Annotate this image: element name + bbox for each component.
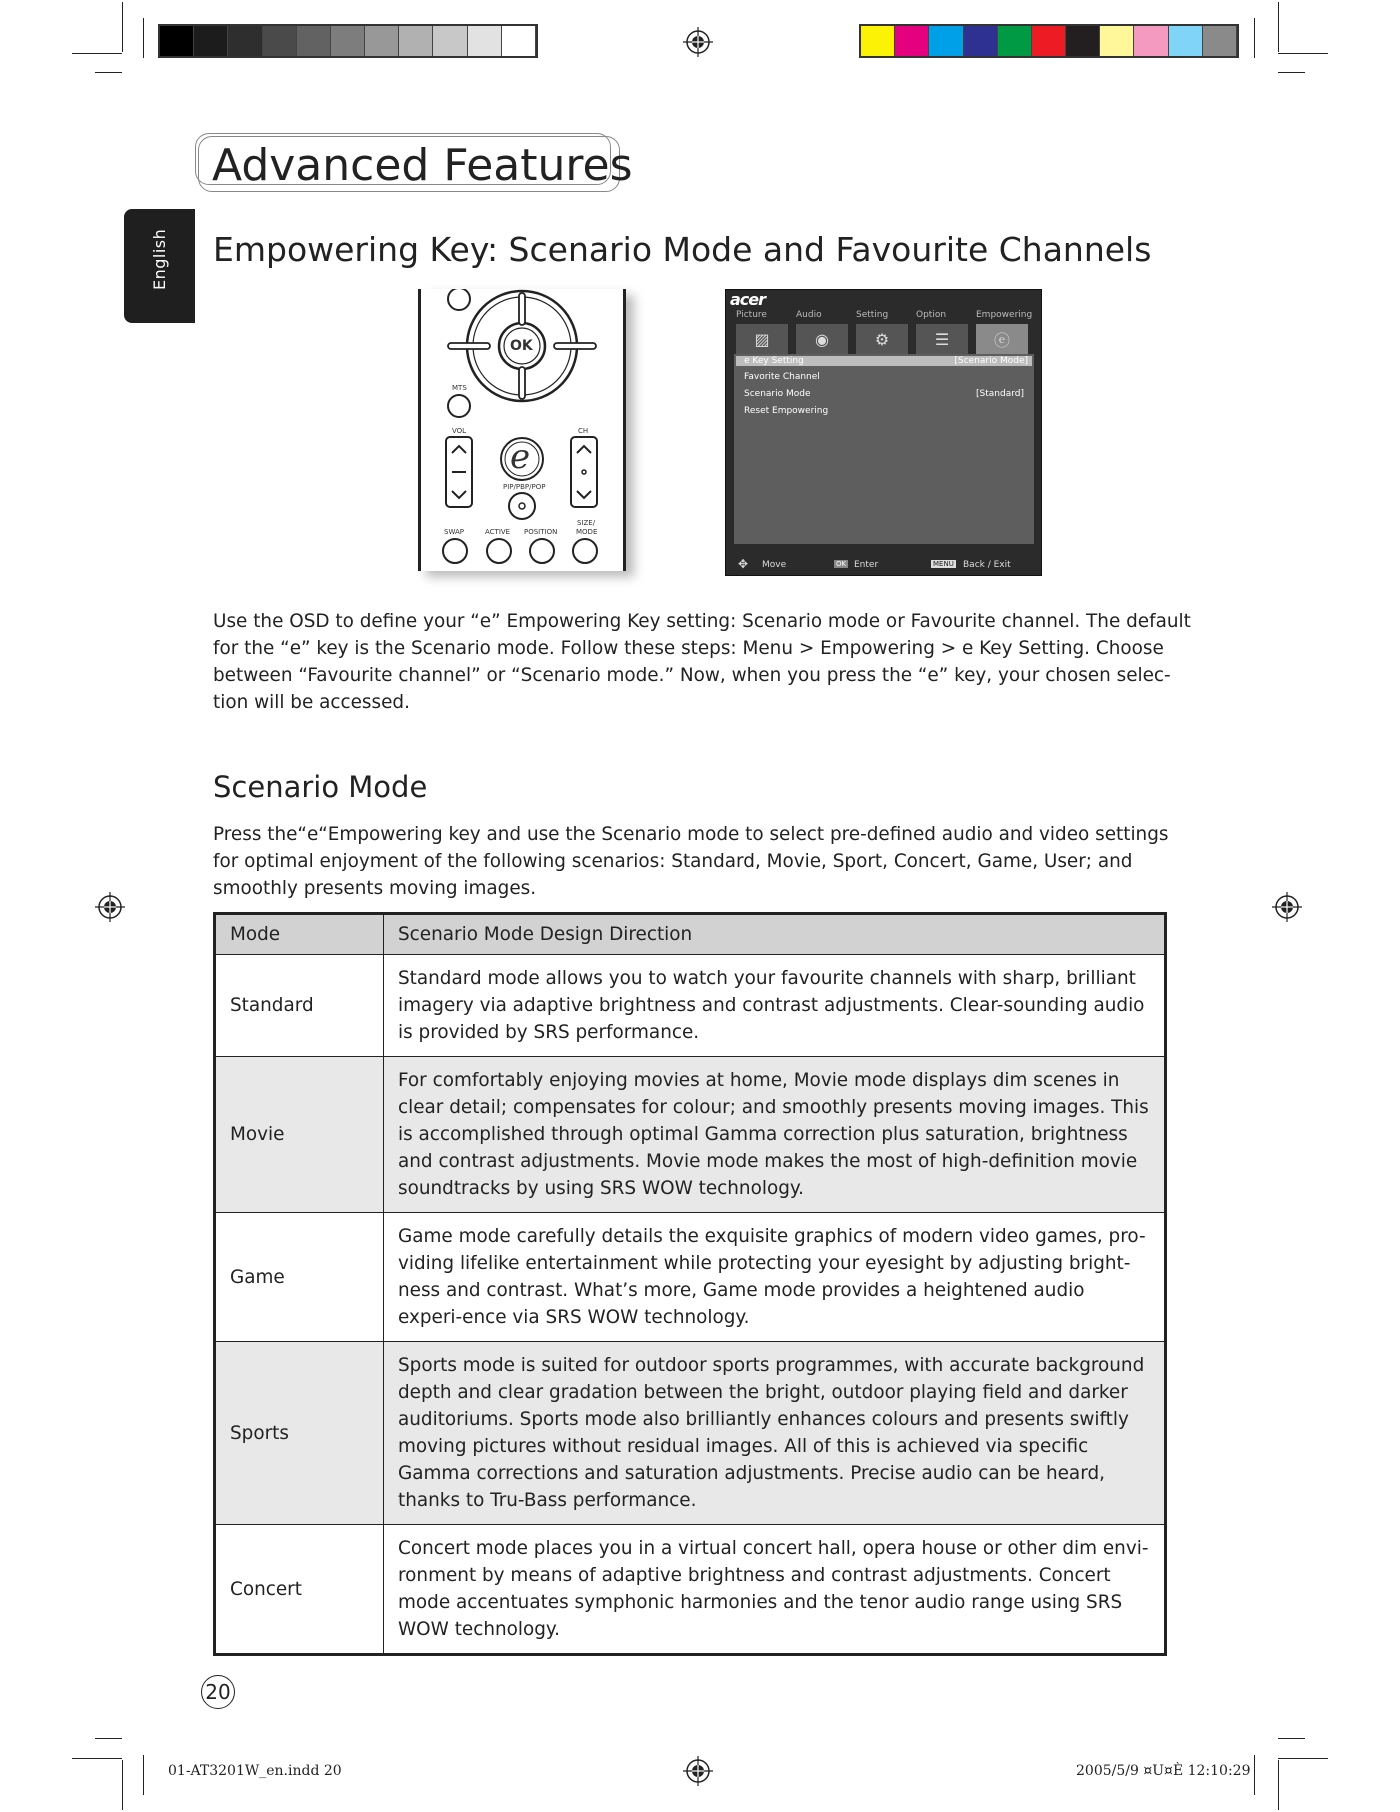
color-swatch (861, 26, 895, 56)
osd-row-label: Reset Empowering (744, 406, 829, 416)
registration-mark-icon (1272, 892, 1302, 922)
color-swatch (1134, 26, 1168, 56)
footer-filename: 01-AT3201W_en.indd 20 (168, 1763, 342, 1779)
mode-name: Game (215, 1213, 384, 1342)
osd-move-label: Move (762, 560, 787, 570)
osd-row-label: Scenario Mode (744, 389, 811, 399)
page-title: Advanced Features (212, 140, 633, 191)
osd-tab-picture: Picture (736, 310, 767, 320)
color-swatch (998, 26, 1032, 56)
color-swatch (263, 26, 297, 56)
color-swatch (929, 26, 963, 56)
color-swatch (1203, 26, 1237, 56)
scenario-mode-title: Scenario Mode (213, 770, 428, 804)
osd-screenshot (725, 289, 1042, 576)
header-mode: Mode (215, 914, 384, 955)
grayscale-color-bar (158, 24, 538, 58)
color-swatch (1100, 26, 1134, 56)
crop-mark (1278, 1738, 1305, 1739)
crop-mark (95, 72, 122, 73)
osd-row-reset-empowering (744, 406, 1024, 416)
section-title: Empowering Key: Scenario Mode and Favourite Channels (213, 230, 1152, 269)
footer-timestamp: 2005/5/9 ¤U¤È 12:10:29 (1076, 1763, 1251, 1779)
table-row (215, 955, 1166, 1057)
osd-row-scenario-mode (744, 389, 1024, 399)
ch-label: CH (578, 427, 589, 435)
table-header-row (215, 914, 1166, 955)
osd-row-label: Favorite Channel (744, 372, 820, 382)
registration-mark-icon (683, 27, 713, 57)
osd-tab-audio: Audio (796, 310, 822, 320)
color-swatch (297, 26, 331, 56)
remote-control-illustration (418, 289, 626, 571)
mode-description: Sports mode is suited for outdoor sports programmes, with accurate background depth and clear gradation between the bright, outdoor playing field and darker auditoriums. Sports mode also brilliantly enhances colours and presents swiftly moving pictures without residual images. All of this is achieved via specific Gamma corrections and saturation adjustments. Precise audio can be heard, thanks to Tru-Bass performance. (384, 1342, 1166, 1525)
crop-mark (72, 53, 122, 54)
mode-name: Movie (215, 1057, 384, 1213)
header-design-direction: Scenario Mode Design Direction (384, 914, 1166, 955)
table-row (215, 1525, 1166, 1655)
osd-row-value: [Scenario Mode] (954, 356, 1028, 366)
acer-logo: acer (730, 290, 766, 309)
ok-key-label: OK (510, 338, 533, 354)
color-swatch (1169, 26, 1203, 56)
color-swatch (895, 26, 929, 56)
crop-mark (122, 2, 123, 52)
position-label: POSITION (524, 528, 558, 536)
mode-name: Standard (215, 955, 384, 1057)
vol-label: VOL (452, 427, 467, 435)
table-row (215, 1057, 1166, 1213)
crop-mark (72, 1758, 122, 1759)
mode-label: MODE (576, 528, 598, 536)
mts-label: MTS (452, 384, 467, 392)
audio-icon: ◉ (796, 324, 848, 355)
osd-ok-key: OK (836, 560, 847, 568)
osd-tab-setting: Setting (856, 310, 889, 320)
table-row (215, 1213, 1166, 1342)
mode-description: Standard mode allows you to watch your favourite channels with sharp, brilliant imagery via adaptive brightness and contrast adjustments. Clear-sounding audio is provided by SRS performance. (384, 955, 1166, 1057)
intro-paragraph: Use the OSD to define your “e” Empowering Key setting: Scenario mode or Favourite channel. The default for the “e” key is the Scenario mode. Follow these steps: Menu > Empowering > e Key Setting. Choose between “Favourite channel” or “Scenario mode.” Now, when you press the “e” key, your chosen selec-tion will be accessed. (213, 611, 1191, 713)
scenario-paragraph: Press the“e“Empowering key and use the Scenario mode to select pre-defined audio and video settings for optimal enjoyment of the following scenarios: Standard, Movie, Sport, Concert, Game, User; and smoothly presents moving images. (213, 824, 1169, 899)
color-swatch (160, 26, 194, 56)
osd-menu-key: MENU (933, 560, 954, 568)
mode-name: Sports (215, 1342, 384, 1525)
e-key-label: e (510, 437, 531, 477)
language-tab-label: English (150, 228, 169, 290)
picture-icon: ▨ (736, 324, 788, 355)
mode-description: For comfortably enjoying movies at home, Movie mode displays dim scenes in clear detail; compensates for colour; and smoothly presents moving images. This is accomplished through optimal Gamma correction plus saturation, brightness and contrast adjustments. Movie mode makes the most of high-definition movie soundtracks by using SRS WOW technology. (384, 1057, 1166, 1213)
active-label: ACTIVE (485, 528, 511, 536)
color-swatch (228, 26, 262, 56)
crop-mark (1278, 53, 1328, 54)
crop-mark (1278, 1760, 1279, 1810)
color-swatch (468, 26, 502, 56)
mode-name: Concert (215, 1525, 384, 1655)
osd-row-favorite-channel (744, 372, 1024, 382)
swap-label: SWAP (444, 528, 464, 536)
color-swatch (433, 26, 467, 56)
crop-mark (143, 1755, 144, 1795)
color-swatch (1032, 26, 1066, 56)
color-swatch (331, 26, 365, 56)
page-number: 20 (201, 1675, 235, 1709)
table-row (215, 1342, 1166, 1525)
registration-mark-icon (95, 892, 125, 922)
color-swatch (1066, 26, 1100, 56)
color-swatch (399, 26, 433, 56)
crop-mark (95, 1738, 122, 1739)
color-swatch (502, 26, 536, 56)
setting-icon: ⚙ (856, 324, 908, 355)
color-swatch (964, 26, 998, 56)
color-swatch (365, 26, 399, 56)
process-color-bar (859, 24, 1239, 58)
osd-row-value: [Standard] (976, 389, 1024, 399)
crop-mark (1278, 1758, 1328, 1759)
mode-description: Game mode carefully details the exquisite graphics of modern video games, pro-viding lifelike entertainment while protecting your eyesight by adjusting bright-ness and contrast. What’s more, Game mode provides a heightened audio experi-ence via SRS WOW technology. (384, 1213, 1166, 1342)
registration-mark-icon (683, 1756, 713, 1786)
osd-back-label: Back / Exit (963, 560, 1011, 570)
crop-mark (1254, 18, 1255, 58)
size-label: SIZE/ (577, 519, 596, 527)
crop-mark (1278, 2, 1279, 52)
osd-tab-empowering: Empowering (976, 310, 1033, 320)
option-icon: ☰ (916, 324, 968, 355)
empowering-icon: ⓔ (976, 324, 1028, 355)
crop-mark (1254, 1755, 1255, 1795)
osd-enter-label: Enter (854, 560, 879, 570)
color-swatch (194, 26, 228, 56)
osd-row-label: e Key Setting (744, 356, 804, 366)
osd-tab-option: Option (916, 310, 947, 320)
crop-mark (143, 18, 144, 58)
crop-mark (1278, 72, 1305, 73)
pip-label: PIP/PBP/POP (503, 483, 546, 491)
scenario-mode-table (213, 912, 1167, 1656)
mode-description: Concert mode places you in a virtual concert hall, opera house or other dim envi-ronment by means of adaptive brightness and contrast adjustments. Concert mode accentuates symphonic harmonies and the tenor audio range using SRS WOW technology. (384, 1525, 1166, 1655)
crop-mark (122, 1760, 123, 1810)
osd-row-e-key-setting (736, 356, 1032, 366)
move-icon: ✥ (738, 557, 749, 571)
osd-menu-panel (734, 354, 1034, 544)
